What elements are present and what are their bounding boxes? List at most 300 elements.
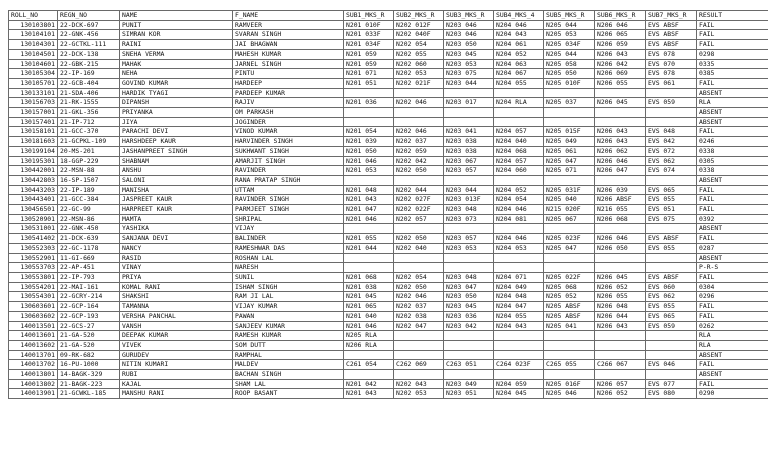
table-cell[interactable]: N203 053 xyxy=(444,59,494,69)
table-cell[interactable]: N202 012F xyxy=(394,20,444,30)
table-cell[interactable]: 09-RK-682 xyxy=(58,350,120,360)
table-cell[interactable]: 130104501 xyxy=(9,49,58,59)
table-cell[interactable]: N206 043 xyxy=(595,127,646,137)
table-cell[interactable]: N204 057 xyxy=(494,127,544,137)
table-cell[interactable]: N203 044 xyxy=(444,185,494,195)
table-cell[interactable] xyxy=(344,175,394,185)
table-cell[interactable]: N201 054 xyxy=(344,127,394,137)
table-cell[interactable]: N202 054 xyxy=(394,40,444,50)
table-cell[interactable]: EVS 060 xyxy=(646,282,697,292)
table-cell[interactable] xyxy=(646,340,697,350)
table-cell[interactable]: 22-IP-793 xyxy=(58,272,120,282)
table-cell[interactable]: 21-SDA-406 xyxy=(58,88,120,98)
table-cell[interactable]: N206 068 xyxy=(595,214,646,224)
table-cell[interactable] xyxy=(344,253,394,263)
table-cell[interactable]: MANSHU RANI xyxy=(120,389,233,399)
table-cell[interactable]: 130105701 xyxy=(9,78,58,88)
table-cell[interactable] xyxy=(494,370,544,380)
table-cell[interactable]: FAIL xyxy=(697,185,768,195)
table-cell[interactable]: N203 044 xyxy=(444,78,494,88)
table-cell[interactable]: 130442803 xyxy=(9,175,58,185)
table-cell[interactable]: EVS 048 xyxy=(646,127,697,137)
table-cell[interactable] xyxy=(394,224,444,234)
table-cell[interactable]: N202 037 xyxy=(394,302,444,312)
table-cell[interactable]: 130157401 xyxy=(9,117,58,127)
table-cell[interactable]: RLA xyxy=(697,331,768,341)
table-cell[interactable]: EVS 074 xyxy=(646,166,697,176)
table-cell[interactable]: N206 046 xyxy=(595,156,646,166)
table-cell[interactable]: EVS ABSF xyxy=(646,30,697,40)
table-cell[interactable]: ABSENT xyxy=(697,175,768,185)
table-cell[interactable]: N205 010F xyxy=(544,78,595,88)
table-cell[interactable] xyxy=(595,331,646,341)
column-header[interactable]: SUB4_MKS_4 xyxy=(494,11,544,21)
table-cell[interactable]: 130442001 xyxy=(9,166,58,176)
table-cell[interactable]: PRIYA xyxy=(120,272,233,282)
table-cell[interactable]: 22-MSN-88 xyxy=(58,166,120,176)
table-cell[interactable]: PARMJEET SINGH xyxy=(233,205,344,215)
table-cell[interactable] xyxy=(646,175,697,185)
table-cell[interactable] xyxy=(595,253,646,263)
table-cell[interactable]: N206 057 xyxy=(595,379,646,389)
table-cell[interactable]: RAVINDER SINGH xyxy=(233,195,344,205)
table-cell[interactable] xyxy=(544,263,595,273)
table-cell[interactable]: 21-GA-520 xyxy=(58,331,120,341)
table-cell[interactable]: N201 036 xyxy=(344,98,394,108)
table-cell[interactable]: N202 059 xyxy=(394,146,444,156)
table-cell[interactable] xyxy=(595,224,646,234)
table-cell[interactable]: N203 017 xyxy=(444,98,494,108)
table-cell[interactable]: N201 046 xyxy=(344,214,394,224)
table-cell[interactable] xyxy=(394,350,444,360)
table-cell[interactable]: N205 067 xyxy=(544,214,595,224)
table-cell[interactable]: N204 045 xyxy=(494,389,544,399)
table-cell[interactable]: ABSENT xyxy=(697,117,768,127)
table-cell[interactable] xyxy=(444,224,494,234)
table-cell[interactable] xyxy=(544,340,595,350)
table-cell[interactable]: N202 046 xyxy=(394,98,444,108)
table-cell[interactable]: N203 036 xyxy=(444,311,494,321)
table-cell[interactable]: EVS 075 xyxy=(646,214,697,224)
table-cell[interactable] xyxy=(394,175,444,185)
table-cell[interactable]: EVS 046 xyxy=(646,360,697,370)
table-cell[interactable]: N202 057 xyxy=(394,214,444,224)
table-cell[interactable]: 16-PU-1000 xyxy=(58,360,120,370)
table-cell[interactable]: N205 031F xyxy=(544,185,595,195)
table-cell[interactable]: N203 050 xyxy=(444,40,494,50)
table-cell[interactable]: N206 055 xyxy=(595,292,646,302)
table-cell[interactable]: N215 020F xyxy=(544,205,595,215)
table-cell[interactable]: FAIL xyxy=(697,302,768,312)
table-cell[interactable]: EVS 065 xyxy=(646,185,697,195)
table-cell[interactable]: 22-DCK-138 xyxy=(58,49,120,59)
table-cell[interactable]: MAMTA xyxy=(120,214,233,224)
table-cell[interactable]: 22-DCK-697 xyxy=(58,20,120,30)
table-cell[interactable]: SOM DUTT xyxy=(233,340,344,350)
table-cell[interactable]: N201 045 xyxy=(344,292,394,302)
table-cell[interactable]: YASHIKA xyxy=(120,224,233,234)
table-cell[interactable]: 22-GNK-456 xyxy=(58,30,120,40)
table-cell[interactable]: 0305 xyxy=(697,156,768,166)
table-cell[interactable]: C261 054 xyxy=(344,360,394,370)
table-cell[interactable]: 130443203 xyxy=(9,185,58,195)
table-cell[interactable]: KOMAL RANI xyxy=(120,282,233,292)
table-cell[interactable]: N206 062 xyxy=(595,146,646,156)
table-cell[interactable] xyxy=(544,370,595,380)
table-cell[interactable]: C262 069 xyxy=(394,360,444,370)
table-cell[interactable]: NARESH xyxy=(233,263,344,273)
table-cell[interactable]: N202 038 xyxy=(394,311,444,321)
table-cell[interactable]: N203 075 xyxy=(444,69,494,79)
column-header[interactable]: NAME xyxy=(120,11,233,21)
table-cell[interactable]: SALONI xyxy=(120,175,233,185)
table-cell[interactable] xyxy=(595,370,646,380)
table-cell[interactable]: 22-MSN-86 xyxy=(58,214,120,224)
table-cell[interactable]: 0385 xyxy=(697,69,768,79)
table-cell[interactable]: N204 047 xyxy=(494,302,544,312)
table-cell[interactable]: N201 046 xyxy=(344,156,394,166)
table-cell[interactable]: FAIL xyxy=(697,20,768,30)
table-cell[interactable]: N201 042 xyxy=(344,379,394,389)
table-cell[interactable]: N202 050 xyxy=(394,282,444,292)
table-cell[interactable]: N201 053 xyxy=(344,166,394,176)
table-cell[interactable]: 130603601 xyxy=(9,302,58,312)
table-cell[interactable]: FAIL xyxy=(697,360,768,370)
table-cell[interactable] xyxy=(595,350,646,360)
table-cell[interactable]: C265 055 xyxy=(544,360,595,370)
table-cell[interactable]: SUKHWANT SINGH xyxy=(233,146,344,156)
table-cell[interactable]: OM PARKASH xyxy=(233,108,344,118)
table-cell[interactable]: EVS 055 xyxy=(646,302,697,312)
table-cell[interactable]: N201 043 xyxy=(344,389,394,399)
table-cell[interactable]: RUBI xyxy=(120,370,233,380)
table-cell[interactable]: EVS 065 xyxy=(646,311,697,321)
table-cell[interactable]: 130553703 xyxy=(9,263,58,273)
table-cell[interactable] xyxy=(544,117,595,127)
table-cell[interactable]: N202 047 xyxy=(394,321,444,331)
table-cell[interactable] xyxy=(444,88,494,98)
table-cell[interactable]: N203 046 xyxy=(444,20,494,30)
table-cell[interactable] xyxy=(595,117,646,127)
table-cell[interactable]: 22-GCB-404 xyxy=(58,78,120,88)
table-cell[interactable]: 130603602 xyxy=(9,311,58,321)
table-cell[interactable]: N202 042 xyxy=(394,156,444,166)
table-cell[interactable] xyxy=(494,117,544,127)
table-cell[interactable] xyxy=(595,263,646,273)
table-cell[interactable] xyxy=(394,370,444,380)
table-cell[interactable] xyxy=(344,350,394,360)
table-cell[interactable]: FAIL xyxy=(697,127,768,137)
table-cell[interactable]: 22-GCS-27 xyxy=(58,321,120,331)
table-cell[interactable] xyxy=(646,117,697,127)
table-cell[interactable]: N203 050 xyxy=(444,292,494,302)
table-cell[interactable]: GOVIND KUMAR xyxy=(120,78,233,88)
table-cell[interactable]: JIYA xyxy=(120,117,233,127)
table-cell[interactable]: N203 057 xyxy=(444,166,494,176)
table-cell[interactable]: AMARJIT SINGH xyxy=(233,156,344,166)
table-cell[interactable]: ANSHU xyxy=(120,166,233,176)
table-cell[interactable]: 22-MAI-161 xyxy=(58,282,120,292)
table-cell[interactable] xyxy=(544,350,595,360)
table-cell[interactable]: N202 060 xyxy=(394,59,444,69)
table-cell[interactable]: N206 059 xyxy=(595,40,646,50)
table-cell[interactable]: N205 061 xyxy=(544,146,595,156)
table-cell[interactable]: N202 050 xyxy=(394,234,444,244)
table-cell[interactable]: N206 052 xyxy=(595,282,646,292)
table-cell[interactable]: N203 049 xyxy=(444,379,494,389)
table-cell[interactable]: FAIL xyxy=(697,40,768,50)
table-cell[interactable] xyxy=(544,88,595,98)
table-cell[interactable]: P-R-S xyxy=(697,263,768,273)
table-cell[interactable]: 22-GC-1178 xyxy=(58,243,120,253)
table-cell[interactable]: EVS ABSF xyxy=(646,40,697,50)
table-cell[interactable] xyxy=(444,331,494,341)
table-cell[interactable]: N201 046 xyxy=(344,321,394,331)
table-cell[interactable]: 21-GCC-384 xyxy=(58,195,120,205)
table-cell[interactable] xyxy=(494,224,544,234)
table-cell[interactable]: 11-GI-669 xyxy=(58,253,120,263)
table-cell[interactable]: HARPREET KAUR xyxy=(120,205,233,215)
table-cell[interactable]: N202 053 xyxy=(394,69,444,79)
table-cell[interactable]: N202 044 xyxy=(394,185,444,195)
table-cell[interactable]: N206 045 xyxy=(595,272,646,282)
table-cell[interactable]: N204 049 xyxy=(494,282,544,292)
table-cell[interactable]: GURUDEV xyxy=(120,350,233,360)
table-cell[interactable]: EVS 080 xyxy=(646,389,697,399)
table-cell[interactable]: N204 052 xyxy=(494,185,544,195)
table-cell[interactable] xyxy=(444,175,494,185)
table-cell[interactable]: N205 016F xyxy=(544,379,595,389)
table-cell[interactable]: FAIL xyxy=(697,272,768,282)
table-cell[interactable]: C263 051 xyxy=(444,360,494,370)
table-cell[interactable]: 140013802 xyxy=(9,379,58,389)
table-cell[interactable]: SANJANA DEVI xyxy=(120,234,233,244)
table-cell[interactable]: N202 021F xyxy=(394,78,444,88)
table-cell[interactable]: EVS 062 xyxy=(646,156,697,166)
table-cell[interactable]: EVS ABSF xyxy=(646,234,697,244)
table-cell[interactable]: 130199104 xyxy=(9,146,58,156)
table-cell[interactable] xyxy=(394,331,444,341)
table-cell[interactable]: 22-GC-99 xyxy=(58,205,120,215)
table-cell[interactable]: 130554201 xyxy=(9,282,58,292)
table-cell[interactable]: ABSENT xyxy=(697,253,768,263)
table-cell[interactable]: 21-BAGK-223 xyxy=(58,379,120,389)
table-cell[interactable]: N201 038 xyxy=(344,282,394,292)
table-cell[interactable]: N202 043 xyxy=(394,379,444,389)
table-cell[interactable]: N204 053 xyxy=(494,243,544,253)
table-cell[interactable]: 21-DCK-639 xyxy=(58,234,120,244)
table-cell[interactable]: ABSENT xyxy=(697,108,768,118)
table-cell[interactable]: N203 073 xyxy=(444,214,494,224)
table-cell[interactable]: 130554301 xyxy=(9,292,58,302)
table-cell[interactable]: JOGINDER xyxy=(233,117,344,127)
table-cell[interactable]: 140013602 xyxy=(9,340,58,350)
table-cell[interactable]: 140013901 xyxy=(9,389,58,399)
table-cell[interactable]: N203 057 xyxy=(444,234,494,244)
table-cell[interactable]: ROSHAN LAL xyxy=(233,253,344,263)
table-cell[interactable]: N205 ABSF xyxy=(544,302,595,312)
table-cell[interactable]: PARDEEP KUMAR xyxy=(233,88,344,98)
table-cell[interactable]: EVS 055 xyxy=(646,243,697,253)
table-cell[interactable]: EVS ABSF xyxy=(646,272,697,282)
table-cell[interactable]: 18-GGP-229 xyxy=(58,156,120,166)
table-cell[interactable] xyxy=(444,253,494,263)
table-cell[interactable]: N216 055 xyxy=(595,205,646,215)
table-cell[interactable]: N201 051 xyxy=(344,78,394,88)
table-cell[interactable]: N203 038 xyxy=(444,146,494,156)
table-cell[interactable]: 130195301 xyxy=(9,156,58,166)
table-cell[interactable]: RAJIV xyxy=(233,98,344,108)
table-cell[interactable] xyxy=(494,88,544,98)
table-cell[interactable] xyxy=(444,370,494,380)
table-cell[interactable] xyxy=(646,370,697,380)
table-cell[interactable]: N203 051 xyxy=(444,389,494,399)
table-cell[interactable]: N201 071 xyxy=(344,69,394,79)
table-cell[interactable]: NEHA xyxy=(120,69,233,79)
table-cell[interactable]: N205 047 xyxy=(544,243,595,253)
table-cell[interactable]: N201 010F xyxy=(344,20,394,30)
table-cell[interactable]: VIJAY KUMAR xyxy=(233,302,344,312)
table-cell[interactable]: 21-IP-712 xyxy=(58,117,120,127)
table-cell[interactable]: N201 039 xyxy=(344,137,394,147)
table-cell[interactable]: 21-RK-1555 xyxy=(58,98,120,108)
table-cell[interactable]: VERSHA PANCHAL xyxy=(120,311,233,321)
table-cell[interactable]: ABSENT xyxy=(697,88,768,98)
table-cell[interactable]: 22-GNK-450 xyxy=(58,224,120,234)
table-cell[interactable]: JASPREET KAUR xyxy=(120,195,233,205)
table-cell[interactable]: N206 069 xyxy=(595,69,646,79)
table-cell[interactable]: N204 040 xyxy=(494,137,544,147)
table-cell[interactable]: VIVEK xyxy=(120,340,233,350)
table-cell[interactable]: N204 067 xyxy=(494,69,544,79)
table-cell[interactable]: 0338 xyxy=(697,166,768,176)
table-cell[interactable]: N202 022F xyxy=(394,205,444,215)
table-cell[interactable]: EVS 070 xyxy=(646,59,697,69)
table-cell[interactable]: EVS ABSF xyxy=(646,20,697,30)
table-cell[interactable]: 130104601 xyxy=(9,59,58,69)
column-header[interactable]: SUB1_MKS_R xyxy=(344,11,394,21)
table-cell[interactable] xyxy=(344,224,394,234)
table-cell[interactable]: PAWAN xyxy=(233,311,344,321)
table-cell[interactable]: JARNEL SINGH xyxy=(233,59,344,69)
table-cell[interactable]: SANJEEV KUMAR xyxy=(233,321,344,331)
table-cell[interactable]: 0246 xyxy=(697,137,768,147)
table-cell[interactable]: N203 038 xyxy=(444,137,494,147)
table-cell[interactable]: N205 071 xyxy=(544,166,595,176)
table-cell[interactable]: EVS 055 xyxy=(646,195,697,205)
table-cell[interactable]: N205 058 xyxy=(544,59,595,69)
table-cell[interactable] xyxy=(344,370,394,380)
table-cell[interactable] xyxy=(394,263,444,273)
table-cell[interactable]: N206 RLA xyxy=(344,340,394,350)
table-cell[interactable]: 22-AP-451 xyxy=(58,263,120,273)
table-cell[interactable]: N204 RLA xyxy=(494,98,544,108)
column-header[interactable]: F_NAME xyxy=(233,11,344,21)
table-cell[interactable]: 130553801 xyxy=(9,272,58,282)
table-cell[interactable]: N202 055 xyxy=(394,49,444,59)
table-cell[interactable]: N205 034F xyxy=(544,40,595,50)
table-cell[interactable] xyxy=(394,253,444,263)
table-cell[interactable]: EVS 072 xyxy=(646,146,697,156)
table-cell[interactable]: RASID xyxy=(120,253,233,263)
table-cell[interactable]: N201 059 xyxy=(344,49,394,59)
table-cell[interactable]: N204 068 xyxy=(494,146,544,156)
table-cell[interactable]: EVS 061 xyxy=(646,78,697,88)
table-cell[interactable] xyxy=(344,263,394,273)
table-cell[interactable]: BACHAN SINGH xyxy=(233,370,344,380)
table-cell[interactable]: N204 043 xyxy=(494,30,544,40)
table-cell[interactable]: DIPANSH xyxy=(120,98,233,108)
table-cell[interactable]: 22-IP-189 xyxy=(58,185,120,195)
table-cell[interactable]: N201 059 xyxy=(344,59,394,69)
table-cell[interactable] xyxy=(494,350,544,360)
table-cell[interactable]: RAMVEER xyxy=(233,20,344,30)
table-cell[interactable]: PARACHI DEVI xyxy=(120,127,233,137)
table-cell[interactable]: HARVINDER SINGH xyxy=(233,137,344,147)
table-cell[interactable]: N205 RLA xyxy=(344,331,394,341)
table-cell[interactable] xyxy=(646,331,697,341)
table-cell[interactable]: 140013601 xyxy=(9,331,58,341)
table-cell[interactable]: 22-GCTKL-111 xyxy=(58,40,120,50)
table-cell[interactable]: FAIL xyxy=(697,234,768,244)
table-cell[interactable]: 130552901 xyxy=(9,253,58,263)
table-cell[interactable]: SHAKSHI xyxy=(120,292,233,302)
table-cell[interactable]: 16-SP-1507 xyxy=(58,175,120,185)
column-header[interactable]: RESULT xyxy=(697,11,768,21)
table-cell[interactable]: N206 043 xyxy=(595,137,646,147)
table-cell[interactable]: N206 043 xyxy=(595,49,646,59)
table-cell[interactable] xyxy=(444,117,494,127)
table-cell[interactable]: N203 046 xyxy=(444,30,494,40)
table-cell[interactable] xyxy=(544,224,595,234)
table-cell[interactable]: N206 ABSF xyxy=(595,195,646,205)
table-cell[interactable]: N204 046 xyxy=(494,20,544,30)
table-cell[interactable]: TAMANNA xyxy=(120,302,233,312)
table-cell[interactable]: N201 040 xyxy=(344,311,394,321)
table-cell[interactable]: DEEPAK KUMAR xyxy=(120,331,233,341)
table-cell[interactable]: N204 046 xyxy=(494,205,544,215)
column-header[interactable]: SUB3_MKS_R xyxy=(444,11,494,21)
table-cell[interactable]: SHABNAM xyxy=(120,156,233,166)
table-cell[interactable]: EVS 059 xyxy=(646,98,697,108)
table-cell[interactable]: MAHESH KUMAR xyxy=(233,49,344,59)
table-cell[interactable]: N204 061 xyxy=(494,40,544,50)
table-cell[interactable]: N202 050 xyxy=(394,166,444,176)
table-cell[interactable]: N205 052 xyxy=(544,292,595,302)
table-cell[interactable]: 22-GCRY-214 xyxy=(58,292,120,302)
table-cell[interactable]: N201 034F xyxy=(344,40,394,50)
table-cell[interactable]: MALDEV xyxy=(233,360,344,370)
table-cell[interactable]: N206 039 xyxy=(595,185,646,195)
table-cell[interactable]: EVS 078 xyxy=(646,69,697,79)
table-cell[interactable]: 130541402 xyxy=(9,234,58,244)
column-header[interactable]: SUB6_MKS_R xyxy=(595,11,646,21)
table-cell[interactable]: N202 046 xyxy=(394,292,444,302)
table-cell[interactable]: 0287 xyxy=(697,243,768,253)
table-cell[interactable]: N204 063 xyxy=(494,59,544,69)
table-cell[interactable]: C264 023F xyxy=(494,360,544,370)
table-cell[interactable]: N206 042 xyxy=(595,59,646,69)
table-cell[interactable]: N203 013F xyxy=(444,195,494,205)
table-cell[interactable]: 140013501 xyxy=(9,321,58,331)
table-cell[interactable]: N203 041 xyxy=(444,127,494,137)
table-cell[interactable]: KAJAL xyxy=(120,379,233,389)
table-cell[interactable]: N202 046 xyxy=(394,127,444,137)
table-cell[interactable]: 130104301 xyxy=(9,40,58,50)
table-cell[interactable] xyxy=(494,331,544,341)
table-cell[interactable]: RAMESHWAR DAS xyxy=(233,243,344,253)
table-cell[interactable]: N203 047 xyxy=(444,282,494,292)
